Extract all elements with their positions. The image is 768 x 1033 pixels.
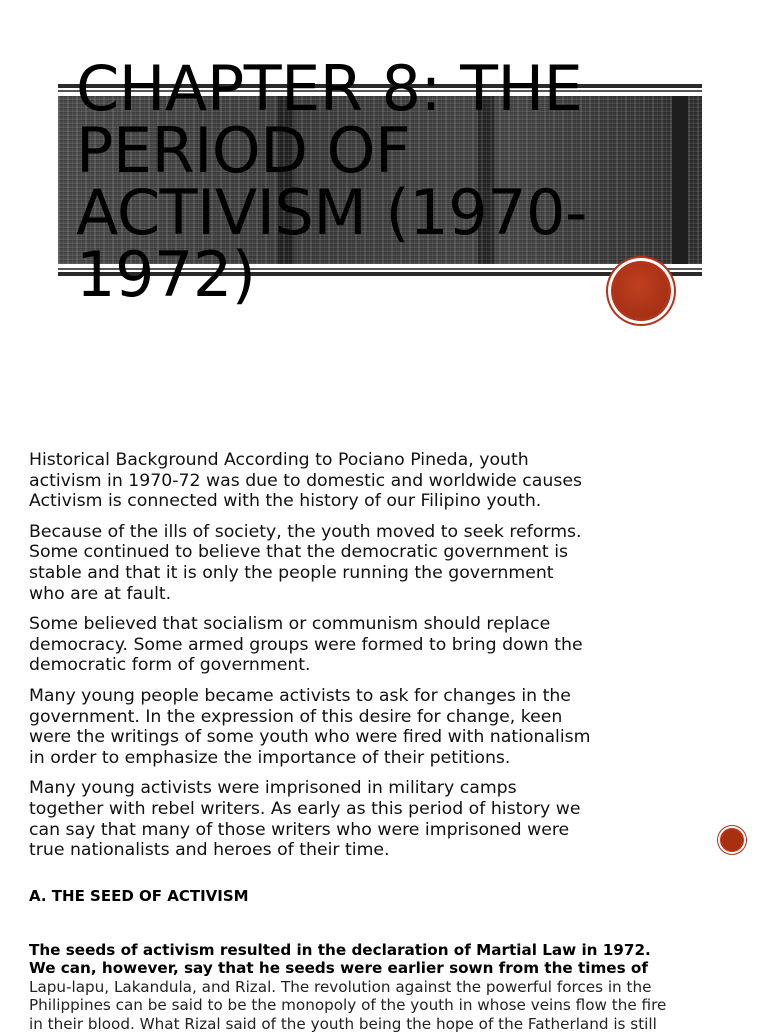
title-line: CHAPTER 8: THE — [76, 52, 583, 125]
text-line: Because of the ills of society, the youth moved to seek reforms. — [29, 521, 582, 542]
text-line: stable and that it is only the people running the government — [29, 562, 554, 583]
paragraph-seed-of-activism — [29, 941, 749, 1033]
decorative-circle-small-inner — [722, 830, 742, 850]
text-line: Philippines can be said to be the monopoly of the youth in whose veins flow the fire — [29, 996, 667, 1015]
paragraph-historical-background — [29, 450, 739, 512]
paragraph-socialism — [29, 614, 739, 676]
text-line: in their blood. What Rizal said of the youth being the hope of the Fatherland is still — [29, 1014, 657, 1033]
title-line: PERIOD OF — [76, 114, 411, 187]
text-line-bold: We can, however, say that he seeds were earlier sown from the times of — [29, 959, 648, 978]
decorative-circle-large — [608, 258, 674, 324]
title-line: 1972) — [76, 238, 256, 311]
text-line: Many young people became activists to ask for changes in the — [29, 685, 571, 706]
text-line: Activism is connected with the history of our Filipino youth. — [29, 491, 542, 512]
text-line: Some believed that socialism or communism should replace — [29, 614, 551, 635]
text-line: government. In the expression of this desire for change, keen — [29, 706, 563, 727]
decorative-circle-small — [718, 826, 746, 854]
body-content — [29, 450, 739, 871]
page-title — [76, 52, 676, 311]
text-line: can say that many of those writers who were imprisoned were — [29, 819, 570, 840]
title-line: ACTIVISM (1970- — [76, 176, 587, 249]
text-line-bold: The seeds of activism resulted in the declaration of Martial Law in 1972. — [29, 941, 651, 959]
text-line: Lapu-lapu, Lakandula, and Rizal. The revolution against the powerful forces in the — [29, 977, 652, 996]
text-line: true nationalists and heroes of their time. — [29, 840, 390, 861]
paragraph-ills-of-society — [29, 522, 739, 604]
text-line: who are at fault. — [29, 583, 172, 604]
text-line: Many young activists were imprisoned in military camps — [29, 778, 517, 799]
text-line: Historical Background According to Pociano Pineda, youth — [29, 450, 529, 470]
text-line: in order to emphasize the importance of their petitions. — [29, 747, 511, 768]
text-line: were the writings of some youth who were fired with nationalism — [29, 727, 591, 748]
text-line: together with rebel writers. As early as this period of history we — [29, 798, 581, 819]
section-heading: A. THE SEED OF ACTIVISM — [29, 887, 249, 905]
paragraph-young-activists — [29, 686, 739, 768]
text-line: activism in 1970-72 was due to domestic and worldwide causes — [29, 470, 582, 491]
text-line: democratic form of government. — [29, 655, 311, 676]
text-line: Some continued to believe that the democratic government is — [29, 542, 569, 563]
text-line: democracy. Some armed groups were formed to bring down the — [29, 634, 583, 655]
paragraph-imprisoned — [29, 778, 739, 860]
decorative-circle-large-inner — [614, 264, 668, 318]
